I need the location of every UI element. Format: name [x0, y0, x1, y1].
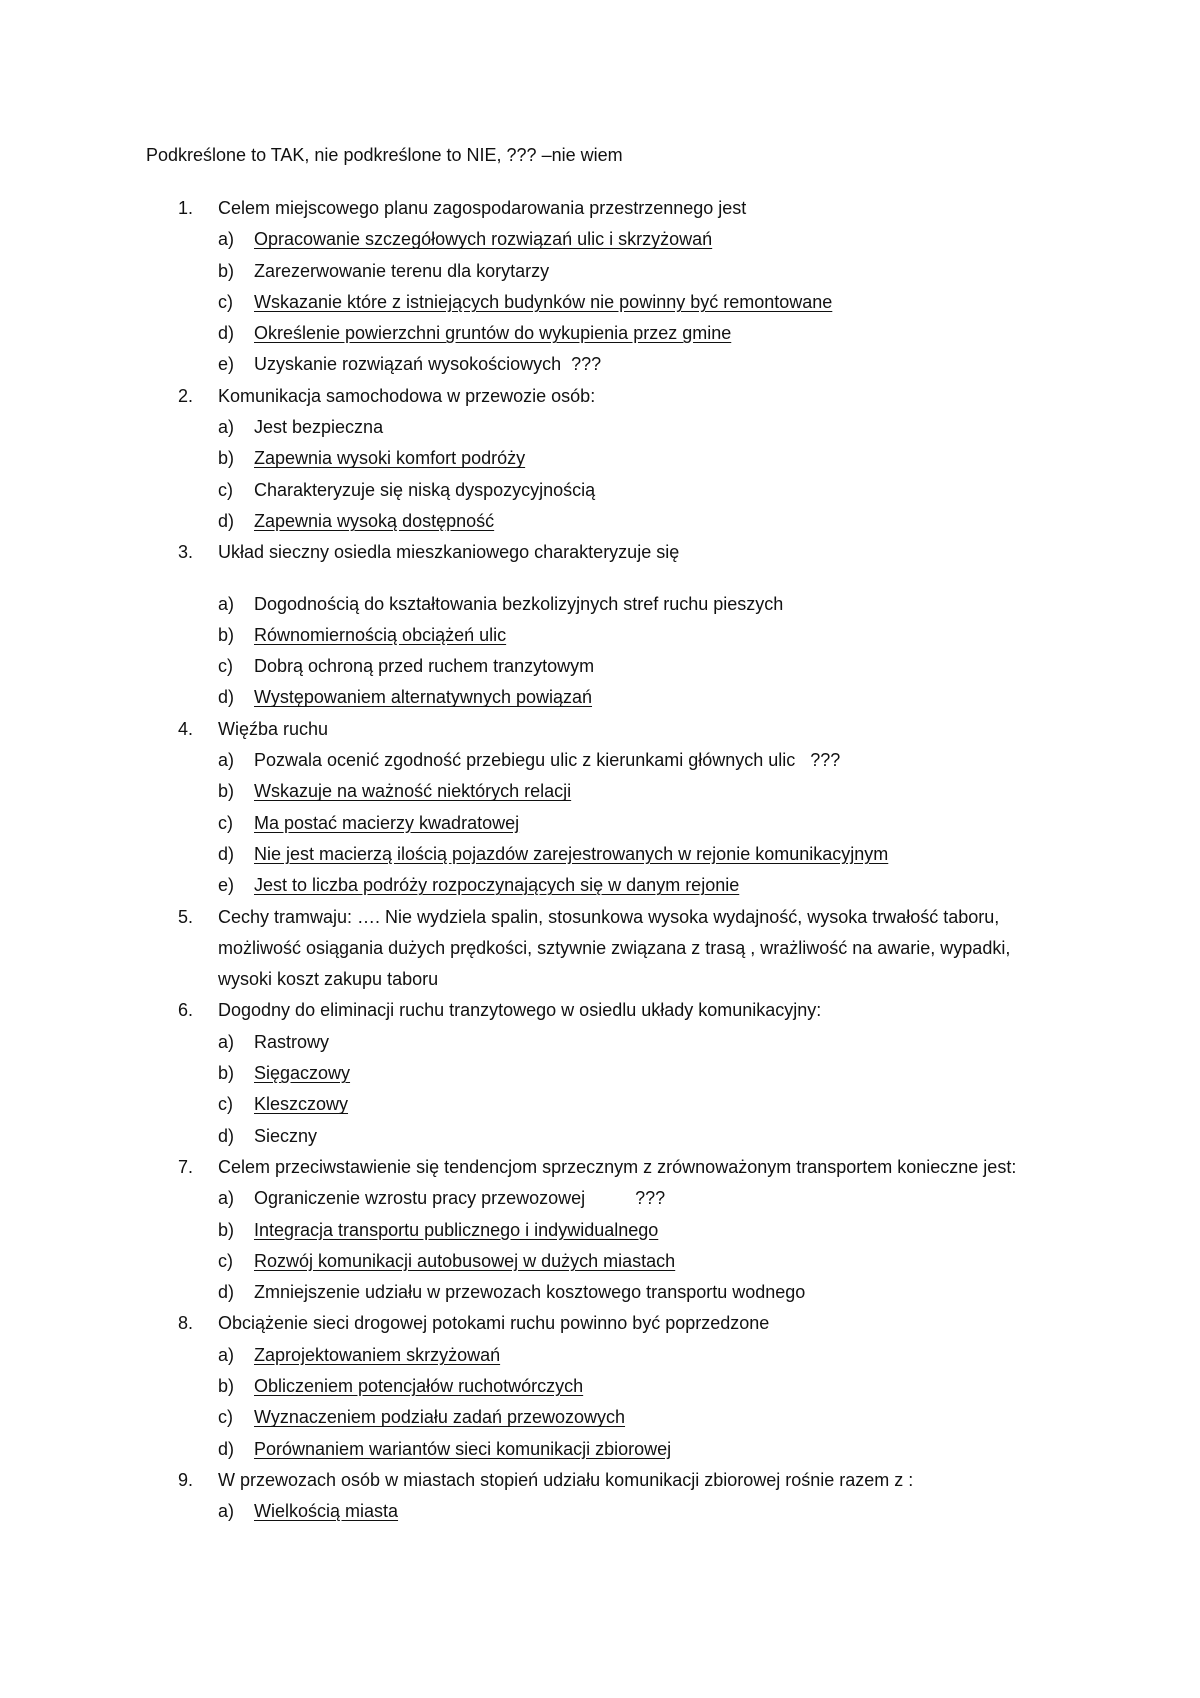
answer-letter: a)	[218, 1188, 235, 1209]
answer-letter: c)	[218, 1250, 233, 1271]
question-number: 7.	[178, 1156, 194, 1177]
answer-letter: a)	[218, 750, 235, 771]
uncertain-note: ???	[561, 354, 602, 375]
answer-option	[146, 443, 1066, 474]
answer-text-underlined: Równomiernością obciążeń ulic	[254, 624, 507, 645]
answer-text-underlined: Opracowanie szczegółowych rozwiązań ulic i skrzyżowań	[254, 229, 713, 250]
answer-letter: c)	[218, 1094, 233, 1115]
question-number: 2.	[178, 385, 194, 406]
question-line	[146, 1308, 1066, 1339]
answer-option	[146, 412, 1066, 443]
uncertain-note: ???	[585, 1188, 666, 1209]
answer-letter: a)	[218, 1344, 235, 1365]
question-text: Dogodny do eliminacji ruchu tranzytowego w osiedlu układy komunikacyjny:	[218, 1000, 822, 1021]
answer-text: Zmniejszenie udziału w przewozach kosztowego transportu wodnego	[254, 1282, 806, 1303]
answer-option	[146, 776, 1066, 807]
answer-letter: b)	[218, 781, 235, 802]
answer-option	[146, 1496, 1066, 1527]
question-line	[146, 381, 1066, 412]
question-item	[146, 193, 1066, 381]
answer-text-underlined: Zapewnia wysoką dostępność	[254, 510, 495, 531]
answer-option	[146, 1215, 1066, 1246]
answer-option	[146, 318, 1066, 349]
answer-letter: b)	[218, 448, 235, 469]
answer-text: Charakteryzuje się niską dyspozycyjnością	[254, 479, 596, 500]
answer-text: Sieczny	[254, 1125, 318, 1146]
question-number: 3.	[178, 542, 194, 563]
answer-option	[146, 1058, 1066, 1089]
answer-text-underlined: Ma postać macierzy kwadratowej	[254, 812, 520, 833]
question-line	[146, 537, 1066, 568]
uncertain-note: ???	[795, 750, 841, 771]
question-number: 6.	[178, 1000, 194, 1021]
answer-letter: b)	[218, 624, 235, 645]
question-number: 5.	[178, 906, 194, 927]
answer-text-underlined: Kleszczowy	[254, 1094, 349, 1115]
answer-text: Jest bezpieczna	[254, 417, 384, 438]
answer-letter: b)	[218, 1219, 235, 1240]
answer-text-underlined: Wskazuje na ważność niektórych relacji	[254, 781, 572, 802]
question-item	[146, 714, 1066, 902]
answer-letter: d)	[218, 323, 235, 344]
answer-letter: a)	[218, 1501, 235, 1522]
answer-text-underlined: Sięgaczowy	[254, 1063, 351, 1084]
answer-text: Dogodnością do kształtowania bezkolizyjnych stref ruchu pieszych	[254, 593, 784, 614]
answer-letter: d)	[218, 687, 235, 708]
answer-letter: c)	[218, 1407, 233, 1428]
answer-text-underlined: Określenie powierzchni gruntów do wykupienia przez gmine	[254, 323, 732, 344]
question-item	[146, 902, 1066, 996]
answer-list	[146, 224, 1066, 380]
question-number: 1.	[178, 198, 194, 218]
question-text: Obciążenie sieci drogowej potokami ruchu powinno być poprzedzone	[218, 1313, 770, 1334]
answer-letter: e)	[218, 354, 235, 375]
answer-option	[146, 808, 1066, 839]
answer-text: Uzyskanie rozwiązań wysokościowych	[254, 354, 562, 375]
answer-text-underlined: Jest to liczba podróży rozpoczynających się w danym rejonie	[254, 875, 740, 896]
answer-option	[146, 1089, 1066, 1120]
answer-text: Rastrowy	[254, 1031, 330, 1052]
answer-letter: a)	[218, 417, 235, 438]
answer-text-underlined: Nie jest macierzą ilością pojazdów zarejestrowanych w rejonie komunikacyjnym	[254, 843, 889, 864]
question-item	[146, 1152, 1066, 1308]
answer-letter: b)	[218, 260, 235, 281]
question-line	[146, 995, 1066, 1026]
answer-text-underlined: Zaprojektowaniem skrzyżowań	[254, 1344, 501, 1365]
answer-letter: d)	[218, 1125, 235, 1146]
answer-list	[146, 1183, 1066, 1308]
answer-option	[146, 475, 1066, 506]
answer-option	[146, 1371, 1066, 1402]
answer-text: Dobrą ochroną przed ruchem tranzytowym	[254, 656, 595, 677]
answer-option	[146, 1434, 1066, 1465]
answer-option	[146, 589, 1066, 620]
answer-text-underlined: Występowaniem alternatywnych powiązań	[254, 687, 593, 708]
question-text: Cechy tramwaju: …. Nie wydziela spalin, stosunkowa wysoka wydajność, wysoka trwałość taboru, możliwość osiągania dużych prędkości, sztywnie związana z trasą , wrażliwość na awarie, wypadki, wysoki koszt zakupu taboru	[218, 906, 1011, 990]
answer-text-underlined: Zapewnia wysoki komfort podróży	[254, 448, 526, 469]
answer-text-underlined: Rozwój komunikacji autobusowej w dużych miastach	[254, 1250, 676, 1271]
answer-text-underlined: Wskazanie które z istniejących budynków nie powinny być remontowane	[254, 291, 833, 312]
answer-option	[146, 506, 1066, 537]
answer-letter: c)	[218, 291, 233, 312]
answer-letter: d)	[218, 510, 235, 531]
question-number: 4.	[178, 718, 194, 739]
question-list	[146, 193, 1066, 1527]
answer-letter: a)	[218, 229, 235, 250]
answer-option	[146, 224, 1066, 255]
answer-option	[146, 1027, 1066, 1058]
question-item	[146, 995, 1066, 1151]
answer-text-underlined: Wyznaczeniem podziału zadań przewozowych	[254, 1407, 626, 1428]
answer-letter: d)	[218, 843, 235, 864]
answer-letter: d)	[218, 1282, 235, 1303]
answer-list	[146, 1027, 1066, 1152]
question-line	[146, 1465, 1066, 1496]
answer-list	[146, 1340, 1066, 1465]
answer-option	[146, 1183, 1066, 1214]
answer-text: Pozwala ocenić zgodność przebiegu ulic z kierunkami głównych ulic	[254, 750, 796, 771]
answer-option	[146, 1402, 1066, 1433]
question-line	[146, 193, 1066, 224]
question-text: Celem miejscowego planu zagospodarowania przestrzennego jest	[218, 198, 747, 218]
answer-letter: c)	[218, 479, 233, 500]
answer-text-underlined: Wielkością miasta	[254, 1501, 399, 1522]
answer-option	[146, 1340, 1066, 1371]
answer-option	[146, 1246, 1066, 1277]
answer-letter: b)	[218, 1063, 235, 1084]
answer-letter: c)	[218, 656, 233, 677]
question-text: Celem przeciwstawienie się tendencjom sprzecznym z zrównoważonym transportem konieczne jest:	[218, 1156, 1017, 1177]
question-item	[146, 381, 1066, 537]
question-item	[146, 1308, 1066, 1464]
answer-list	[146, 412, 1066, 537]
answer-letter: a)	[218, 1031, 235, 1052]
answer-option	[146, 870, 1066, 901]
answer-option	[146, 839, 1066, 870]
answer-option	[146, 651, 1066, 682]
answer-option	[146, 745, 1066, 776]
answer-text-underlined: Obliczeniem potencjałów ruchotwórczych	[254, 1375, 584, 1396]
answer-letter: d)	[218, 1438, 235, 1459]
question-line	[146, 902, 1066, 996]
answer-letter: e)	[218, 875, 235, 896]
answer-option	[146, 256, 1066, 287]
question-text: Więźba ruchu	[218, 718, 329, 739]
question-line	[146, 1152, 1066, 1183]
answer-text: Zarezerwowanie terenu dla korytarzy	[254, 260, 550, 281]
answer-option	[146, 1277, 1066, 1308]
answer-option	[146, 287, 1066, 318]
legend-intro: Podkreślone to TAK, nie podkreślone to NIE, ??? –nie wiem	[146, 145, 623, 165]
question-item	[146, 537, 1066, 713]
answer-text: Ograniczenie wzrostu pracy przewozowej	[254, 1188, 586, 1209]
question-number: 8.	[178, 1313, 194, 1334]
answer-letter: a)	[218, 593, 235, 614]
question-item	[146, 1465, 1066, 1528]
answer-option	[146, 620, 1066, 651]
answer-list	[146, 1496, 1066, 1527]
question-text: W przewozach osób w miastach stopień udziału komunikacji zbiorowej rośnie razem z :	[218, 1469, 914, 1490]
answer-letter: b)	[218, 1375, 235, 1396]
answer-list	[146, 745, 1066, 901]
question-line	[146, 714, 1066, 745]
answer-option	[146, 1121, 1066, 1152]
answer-text-underlined: Porównaniem wariantów sieci komunikacji zbiorowej	[254, 1438, 672, 1459]
question-text: Układ sieczny osiedla mieszkaniowego charakteryzuje się	[218, 542, 680, 563]
question-number: 9.	[178, 1469, 194, 1490]
answer-option	[146, 682, 1066, 713]
answer-text-underlined: Integracja transportu publicznego i indywidualnego	[254, 1219, 659, 1240]
answer-letter: c)	[218, 812, 233, 833]
answer-list	[146, 589, 1066, 714]
answer-option	[146, 349, 1066, 380]
question-text: Komunikacja samochodowa w przewozie osób:	[218, 385, 596, 406]
